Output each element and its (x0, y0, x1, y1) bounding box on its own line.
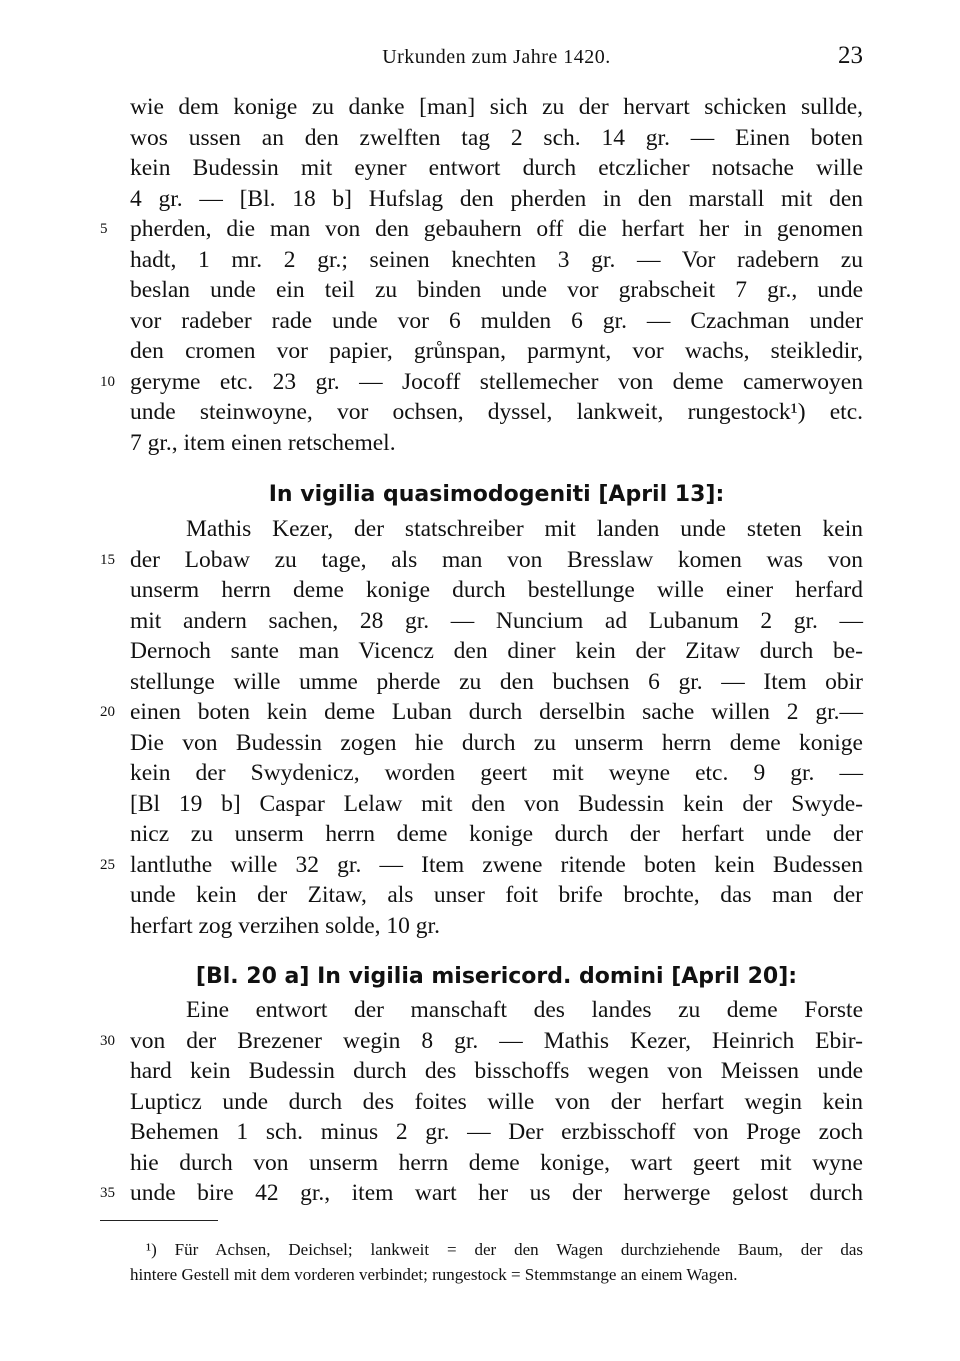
text-line: kein Budessin mit eyner entwort durch etczlicher notsache wille (130, 155, 863, 181)
text-line: Dernoch sante man Vicencz den diner kein der Zitaw durch be- (130, 638, 863, 664)
text-line: 4 gr. — [Bl. 18 b] Hufslag den pherden in den marstall mit den (130, 186, 863, 212)
line-number: 30 (100, 1033, 115, 1049)
text-line: Behemen 1 sch. minus 2 gr. — Der erzbisschoff von Proge zoch (130, 1119, 863, 1145)
text-line: [Bl 19 b] Caspar Lelaw mit den von Budessin kein der Swyde- (130, 791, 863, 817)
text-line: hadt, 1 mr. 2 gr.; seinen knechten 3 gr. — Vor radebern zu (130, 247, 863, 273)
footnote-line: ¹) Für Achsen, Deichsel; lankweit = der den Wagen durchziehende Baum, der das (146, 1240, 863, 1259)
line-number: 25 (100, 857, 115, 873)
line-number: 10 (100, 374, 115, 390)
text-line: unde steinwoyne, vor ochsen, dyssel, lankweit, rungestock¹) etc. (130, 399, 863, 425)
text-line: unde bire 42 gr., item wart her us der herwerge gelost durch (130, 1180, 863, 1206)
running-title: Urkunden zum Jahre 1420. (382, 46, 611, 68)
text-line: Die von Budessin zogen hie durch zu unserm herrn deme konige (130, 730, 863, 756)
text-line: hard kein Budessin durch des bisschoffs wegen von Meissen unde (130, 1058, 863, 1084)
text-line: mit andern sachen, 28 gr. — Nuncium ad Lubanum 2 gr. — (130, 608, 863, 634)
line-number: 20 (100, 704, 115, 720)
text-line: von der Brezener wegin 8 gr. — Mathis Kezer, Heinrich Ebir- (130, 1028, 863, 1054)
page-number: 23 (838, 42, 863, 69)
text-line: kein der Swydenicz, worden geert mit weyne etc. 9 gr. — (130, 760, 863, 786)
text-line: nicz zu unserm herrn deme konige durch der herfart unde der (130, 821, 863, 847)
text-line: den cromen vor papier, grůnspan, parmynt, vor wachs, steikledir, (130, 338, 863, 364)
line-number: 5 (100, 221, 108, 237)
text-line: unserm herrn deme konige durch bestellunge wille einer herfard (130, 577, 863, 603)
text-line: vor radeber rade unde vor 6 mulden 6 gr. — Czachman under (130, 308, 863, 334)
line-number: 15 (100, 552, 115, 568)
section-heading: In vigilia quasimodogeniti [April 13]: (268, 482, 725, 507)
page-header (130, 40, 863, 74)
text-line: hie durch von unserm herrn deme konige, wart geert mit wyne (130, 1150, 863, 1176)
text-line: geryme etc. 23 gr. — Jocoff stellemecher von deme camerwoyen (130, 369, 863, 395)
text-line: der Lobaw zu tage, als man von Bresslaw komen was von (130, 547, 863, 573)
text-line: lantluthe wille 32 gr. — Item zwene ritende boten kein Budessen (130, 852, 863, 878)
text-line: einen boten kein deme Luban durch derselbin sache willen 2 gr.— (130, 699, 863, 725)
line-number: 35 (100, 1185, 115, 1201)
text-line: wos ussen an den zwelften tag 2 sch. 14 gr. — Einen boten (130, 125, 863, 151)
text-line: Mathis Kezer, der statschreiber mit landen unde steten kein (186, 516, 863, 542)
text-line: pherden, die man von den gebauhern off die herfart her in genomen (130, 216, 863, 242)
text-line: Lupticz unde durch des foites wille von der herfart wegin kein (130, 1089, 863, 1115)
text-line: 7 gr., item einen retschemel. (130, 430, 396, 456)
footnote-line: hintere Gestell mit dem vorderen verbindet; rungestock = Stemmstange an einem Wagen. (130, 1265, 738, 1284)
section-heading: [Bl. 20 a] In vigilia misericord. domini [April 20]: (195, 964, 798, 989)
text-line: stellunge wille umme pherde zu den buchsen 6 gr. — Item obir (130, 669, 863, 695)
text-line: Eine entwort der manschaft des landes zu deme Forste (186, 997, 863, 1023)
text-line: herfart zog verzihen solde, 10 gr. (130, 913, 440, 939)
text-line: unde kein der Zitaw, als unser foit brife brochte, das man der (130, 882, 863, 908)
footnote-separator (100, 1220, 218, 1221)
text-line: beslan unde ein teil zu binden unde vor grabscheit 7 gr., unde (130, 277, 863, 303)
text-line: wie dem konige zu danke [man] sich zu der hervart schicken sullde, (130, 94, 863, 120)
